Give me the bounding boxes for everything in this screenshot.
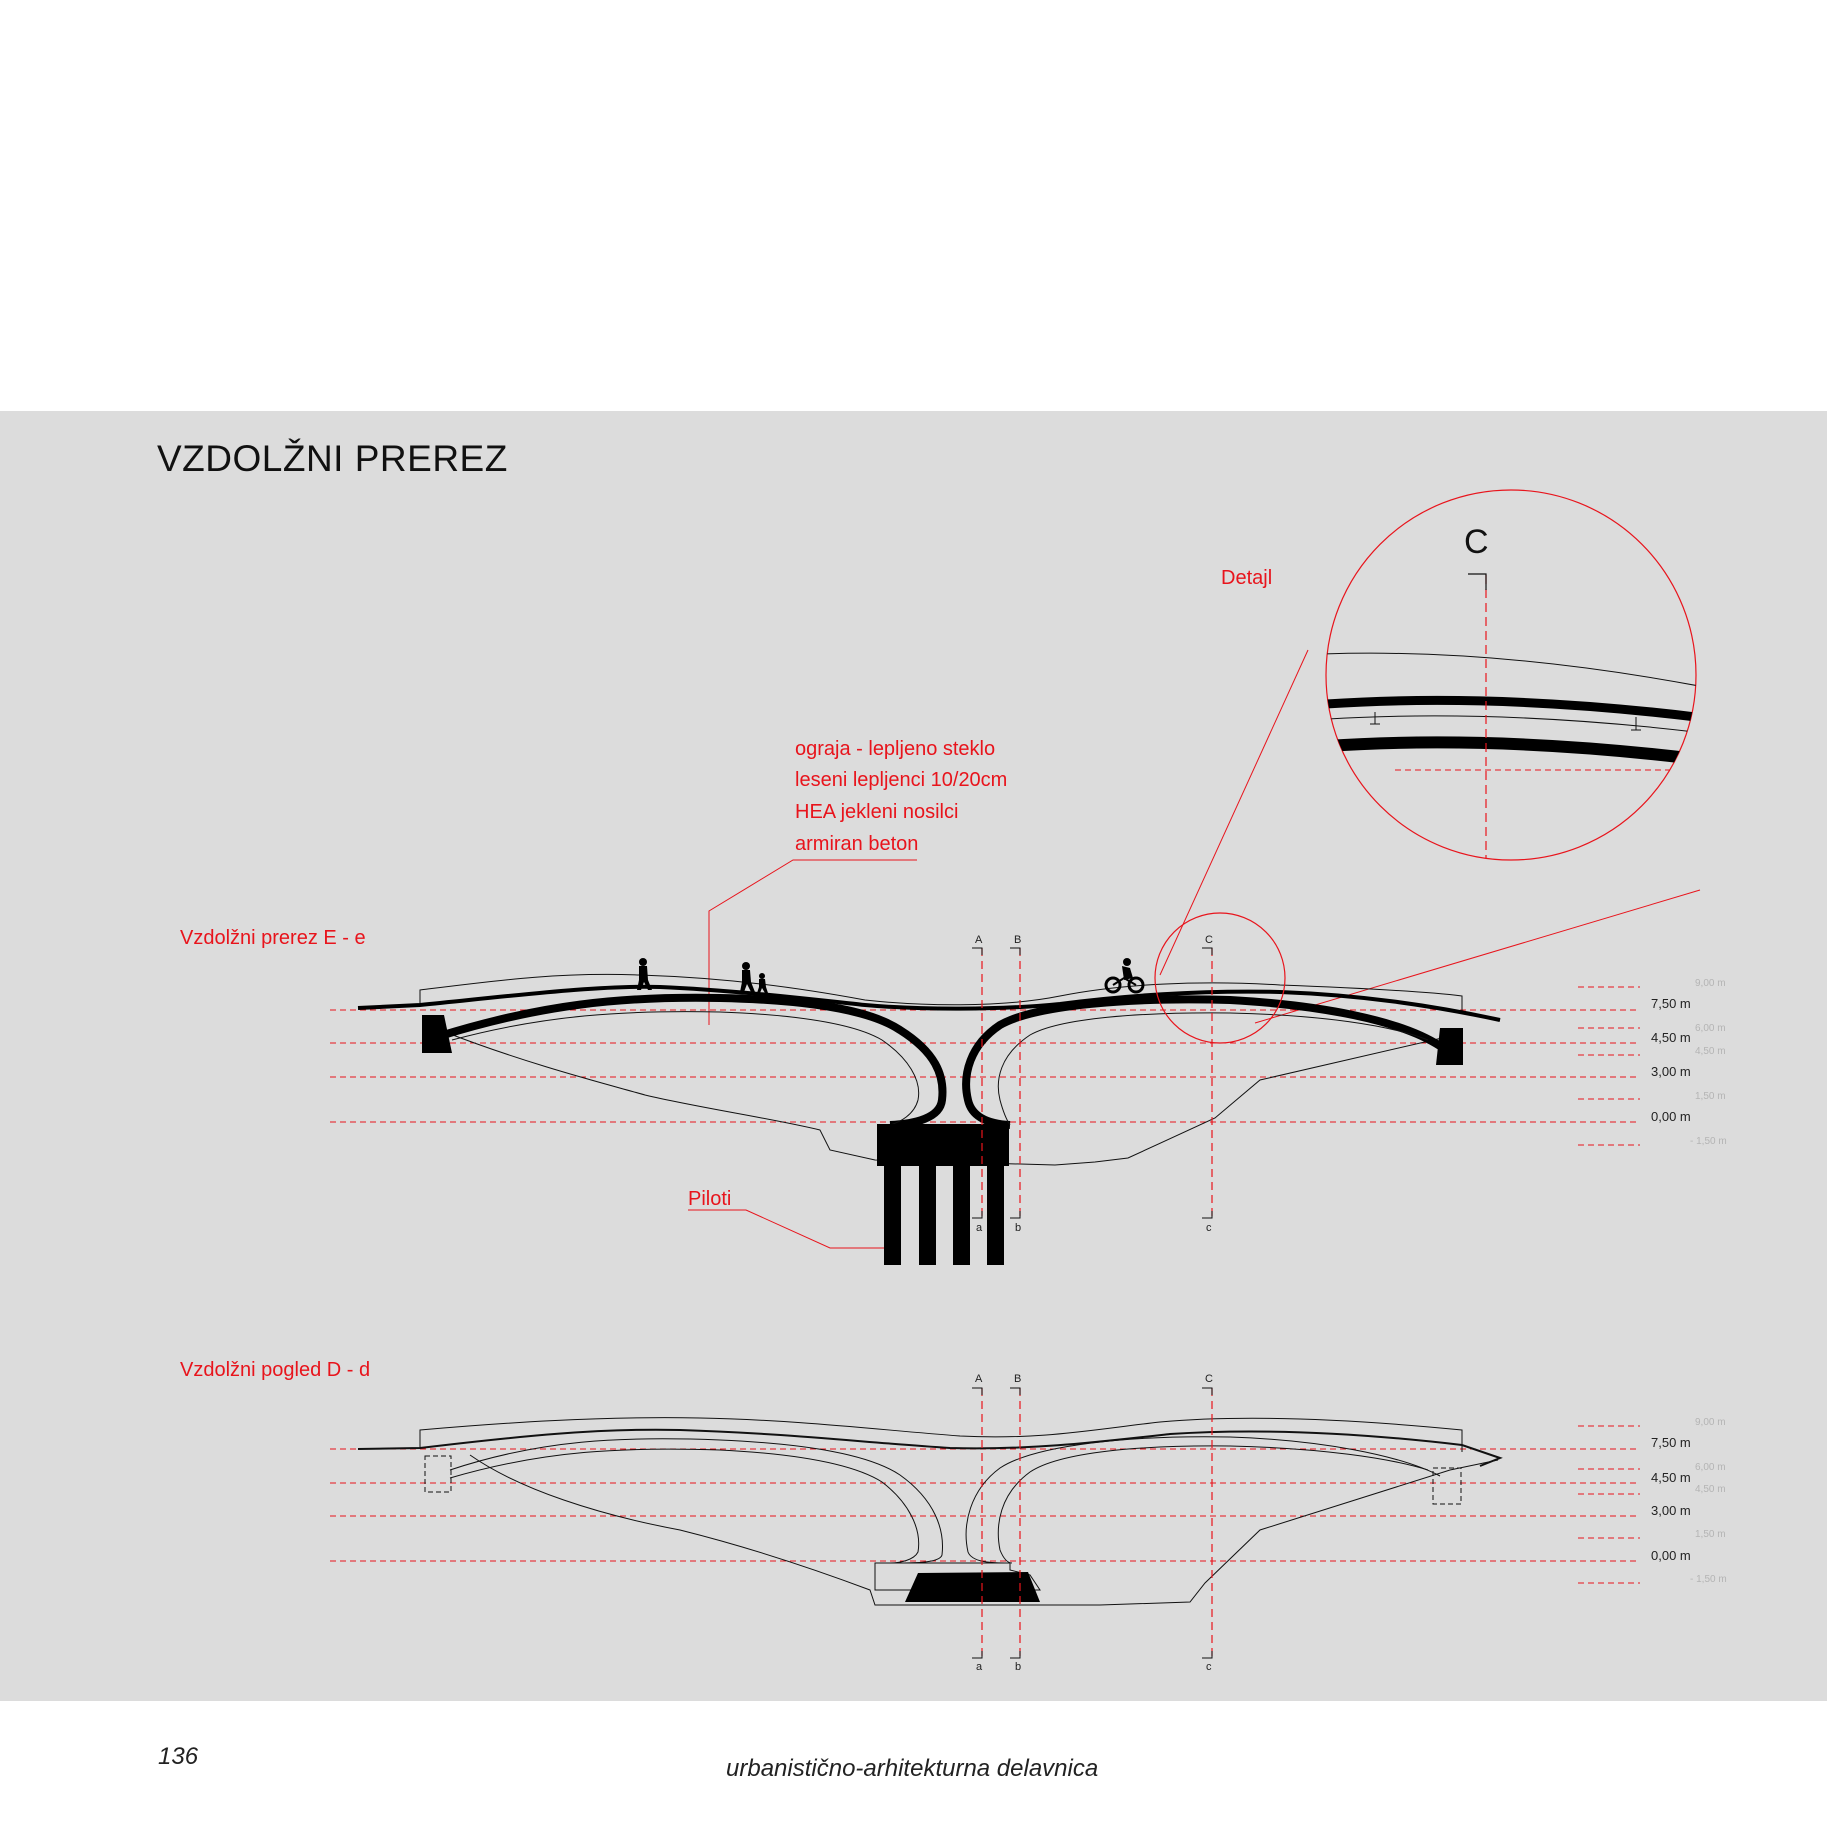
level-label: 4,50 m [1651, 1030, 1691, 1045]
section-mark-top: A [975, 934, 983, 946]
level-label: 7,50 m [1651, 1435, 1691, 1450]
piles [884, 1164, 1004, 1265]
view-d-label: Vzdolžni pogled D - d [180, 1359, 371, 1381]
section-mark-top: B [1014, 1373, 1022, 1385]
level-label: 0,00 m [1651, 1548, 1691, 1563]
section-mark-bottom: a [976, 1661, 983, 1673]
section-mark-top: C [1205, 934, 1213, 946]
detail-leader-bottom [1255, 890, 1700, 1023]
layer-label: armiran beton [795, 833, 919, 855]
detail-leader-top [1160, 650, 1308, 975]
beam-mark [1370, 712, 1641, 730]
detail-indicator [1155, 913, 1285, 1043]
level-label-faint: - 1,50 m [1690, 1574, 1727, 1585]
page-title: VZDOLŽNI PREREZ [157, 438, 508, 479]
section-e-label: Vzdolžni prerez E - e [180, 927, 366, 949]
abutment-left [425, 1456, 451, 1492]
view-d-drawing [330, 1373, 1727, 1673]
level-label-faint: 9,00 m [1695, 1417, 1726, 1428]
level-label: 3,00 m [1651, 1064, 1691, 1079]
level-label-faint: 4,50 m [1695, 1484, 1726, 1495]
section-mark-top: A [975, 1373, 983, 1385]
detail-section-letter: C [1464, 523, 1489, 561]
footer-text: urbanistično-arhitekturna delavnica [726, 1755, 1099, 1782]
level-label: 4,50 m [1651, 1470, 1691, 1485]
section-mark-bottom: c [1206, 1222, 1212, 1234]
detail-circle [1300, 490, 1720, 900]
level-label: 0,00 m [1651, 1109, 1691, 1124]
pile-cap [877, 1124, 1009, 1166]
section-mark-bottom: c [1206, 1661, 1212, 1673]
level-label-faint: 6,00 m [1695, 1462, 1726, 1473]
deck [358, 1430, 1500, 1466]
section-e-drawing [330, 913, 1727, 1265]
abutment-left [422, 1015, 452, 1053]
arch-left [450, 1439, 943, 1563]
level-label: 7,50 m [1651, 996, 1691, 1011]
level-label-faint: 6,00 m [1695, 1023, 1726, 1034]
level-label-faint: 1,50 m [1695, 1529, 1726, 1540]
level-label-faint: 9,00 m [1695, 978, 1726, 989]
detail-label: Detajl [1221, 567, 1273, 589]
arch-left [440, 998, 943, 1125]
layer-label: HEA jekleni nosilci [795, 801, 959, 823]
arch-right [966, 1437, 1440, 1563]
section-mark-top: B [1014, 934, 1022, 946]
level-label-faint: 4,50 m [1695, 1046, 1726, 1057]
layer-label: ograja - lepljeno steklo [795, 738, 996, 760]
level-label-faint: - 1,50 m [1690, 1136, 1727, 1147]
section-mark-bottom: b [1015, 1222, 1022, 1234]
arch-right [966, 999, 1440, 1125]
child-icon [757, 973, 768, 993]
layer-legend [795, 738, 1007, 855]
piles-leader [688, 1210, 890, 1248]
section-mark-bottom: b [1015, 1661, 1022, 1673]
abutment-right [1436, 1028, 1463, 1065]
piles-label: Piloti [688, 1188, 732, 1210]
pedestrian-icon [740, 962, 755, 992]
section-cut-lines [982, 948, 1212, 1218]
section-mark-top: C [1205, 1373, 1213, 1385]
section-cut-lines [982, 1388, 1212, 1658]
level-label: 3,00 m [1651, 1503, 1691, 1518]
level-label-faint: 1,50 m [1695, 1091, 1726, 1102]
section-mark-bottom: a [976, 1222, 983, 1234]
abutment-right [1433, 1468, 1461, 1504]
layer-label: leseni lepljenci 10/20cm [795, 769, 1008, 791]
page-number: 136 [158, 1743, 199, 1770]
